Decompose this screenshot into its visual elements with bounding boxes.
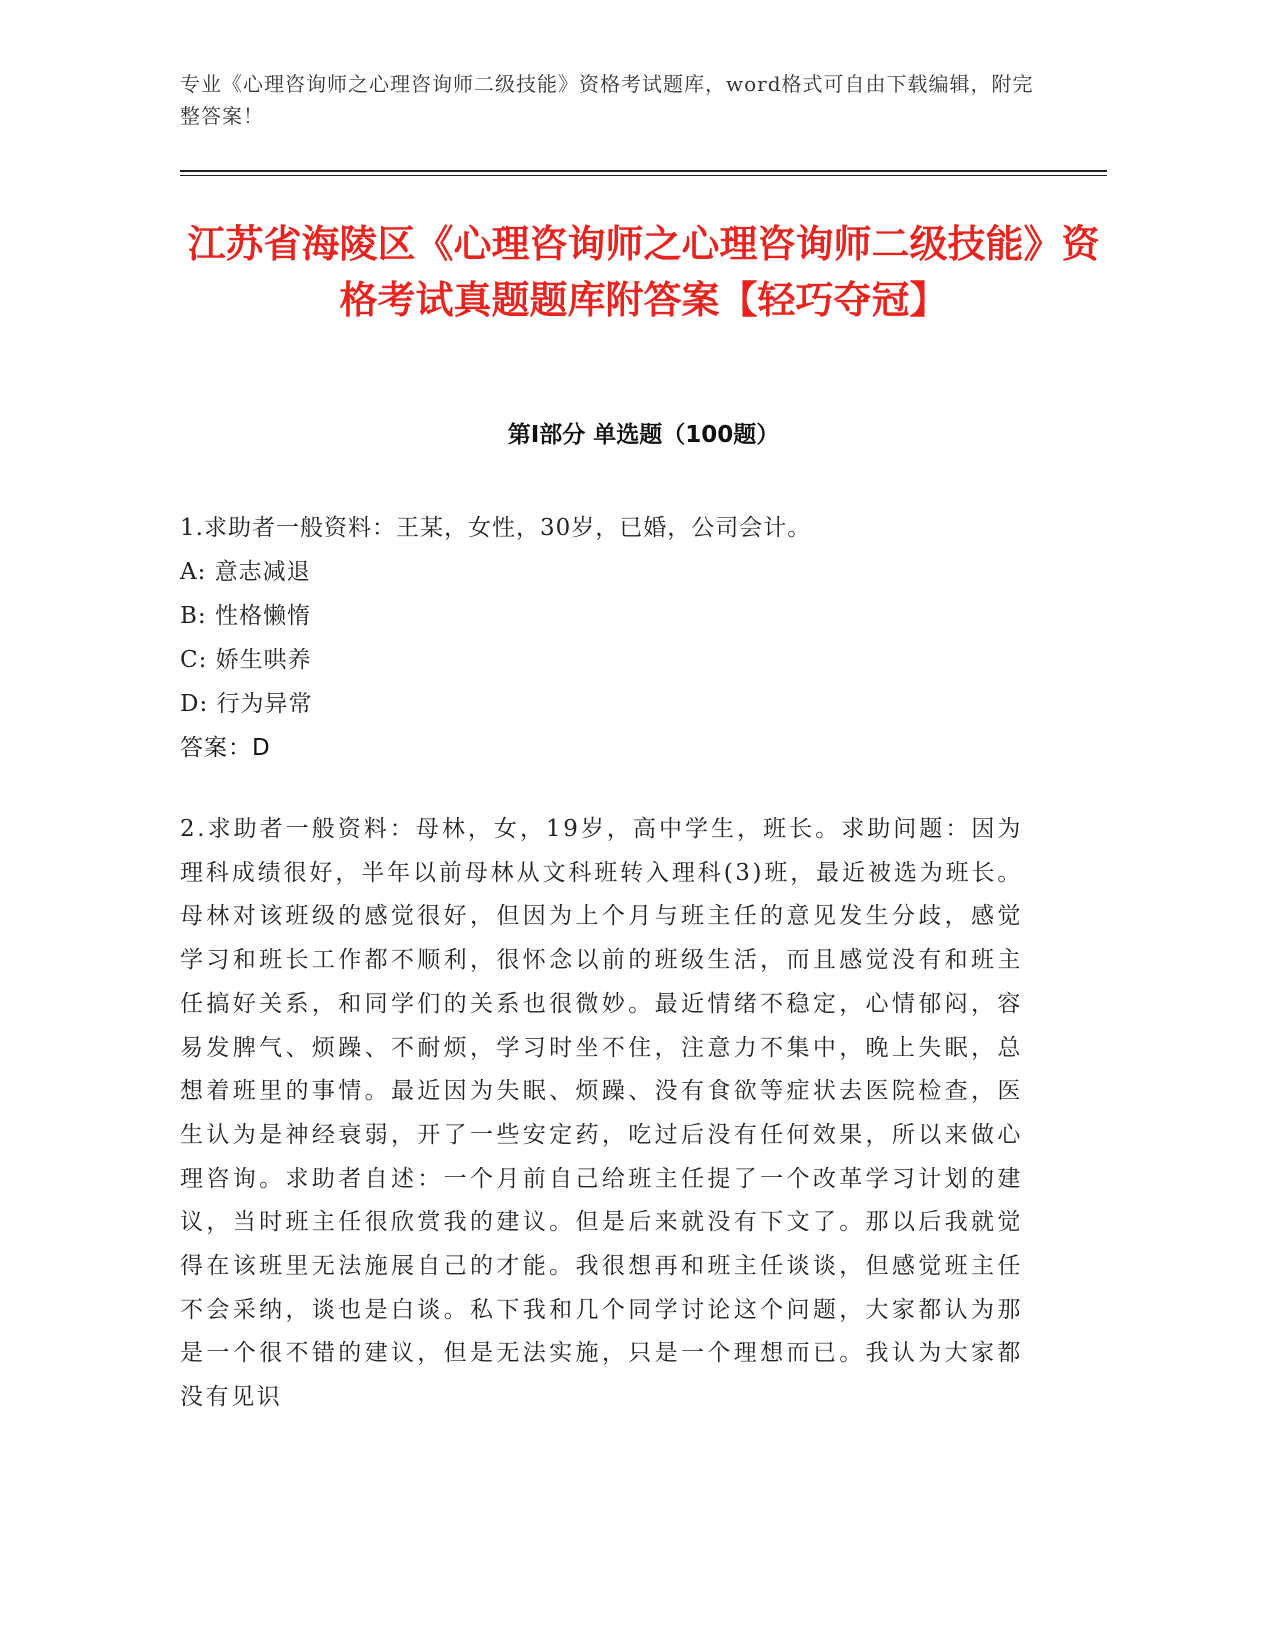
question-1-option-a: A: 意志减退 [180, 559, 311, 585]
question-2-stem: 2.求助者一般资料：母林，女，19岁，高中学生，班长。求助问题：因为理科成绩很好，半年以前母林从文科班转入理科(3)班，最近被选为班长。母林对该班级的感觉很好，但因为上个月与班主任的意见发生分歧，感觉学习和班长工作都不顺利，很怀念以前的班级生活，而且感觉没有和班主任搞好关系，和同学们的关系也很微妙。最近情绪不稳定，心情郁闷，容易发脾气、烦躁、不耐烦，学习时坐不住，注意力不集中，晚上失眠，总想着班里的事情。最近因为失眠、烦躁、没有食欲等症状去医院检查，医生认为是神经衰弱，开了一些安定药，吃过后没有任何效果，所以来做心理咨询。求助者自述：一个月前自己给班主任提了一个改革学习计划的建议，当时班主任很欣赏我的建议。但是后来就没有下文了。那以后我就觉得在该班里无法施展自己的才能。我很想再和班主任谈谈，但感觉班主任不会采纳，谈也是白谈。私下我和几个同学讨论这个问题，大家都认为那是一个很不错的建议，但是无法实施，只是一个理想而已。我认为大家都没有见识 [180, 816, 1023, 1411]
document-title: 江苏省海陵区《心理咨询师之心理咨询师二级技能》资格考试真题题库附答案【轻巧夺冠】 [187, 222, 1100, 322]
question-1-option-c: C: 娇生哄养 [180, 647, 312, 673]
question-1-option-d: D: 行为异常 [180, 691, 313, 717]
section-heading: 第Ⅰ部分 单选题（100题） [507, 422, 780, 448]
question-1-option-b: B: 性格懒惰 [180, 603, 311, 629]
question-1-answer: 答案：D [180, 735, 271, 761]
question-1 [180, 506, 1040, 770]
question-1-stem: 1.求助者一般资料：王某，女性，30岁，已婚，公司会计。 [180, 515, 812, 541]
header-note: 专业《心理咨询师之心理咨询师二级技能》资格考试题库，word格式可自由下载编辑，附完整答案！ [180, 72, 1034, 128]
header-divider-thin [180, 175, 1107, 176]
header-divider-thick [180, 170, 1107, 172]
